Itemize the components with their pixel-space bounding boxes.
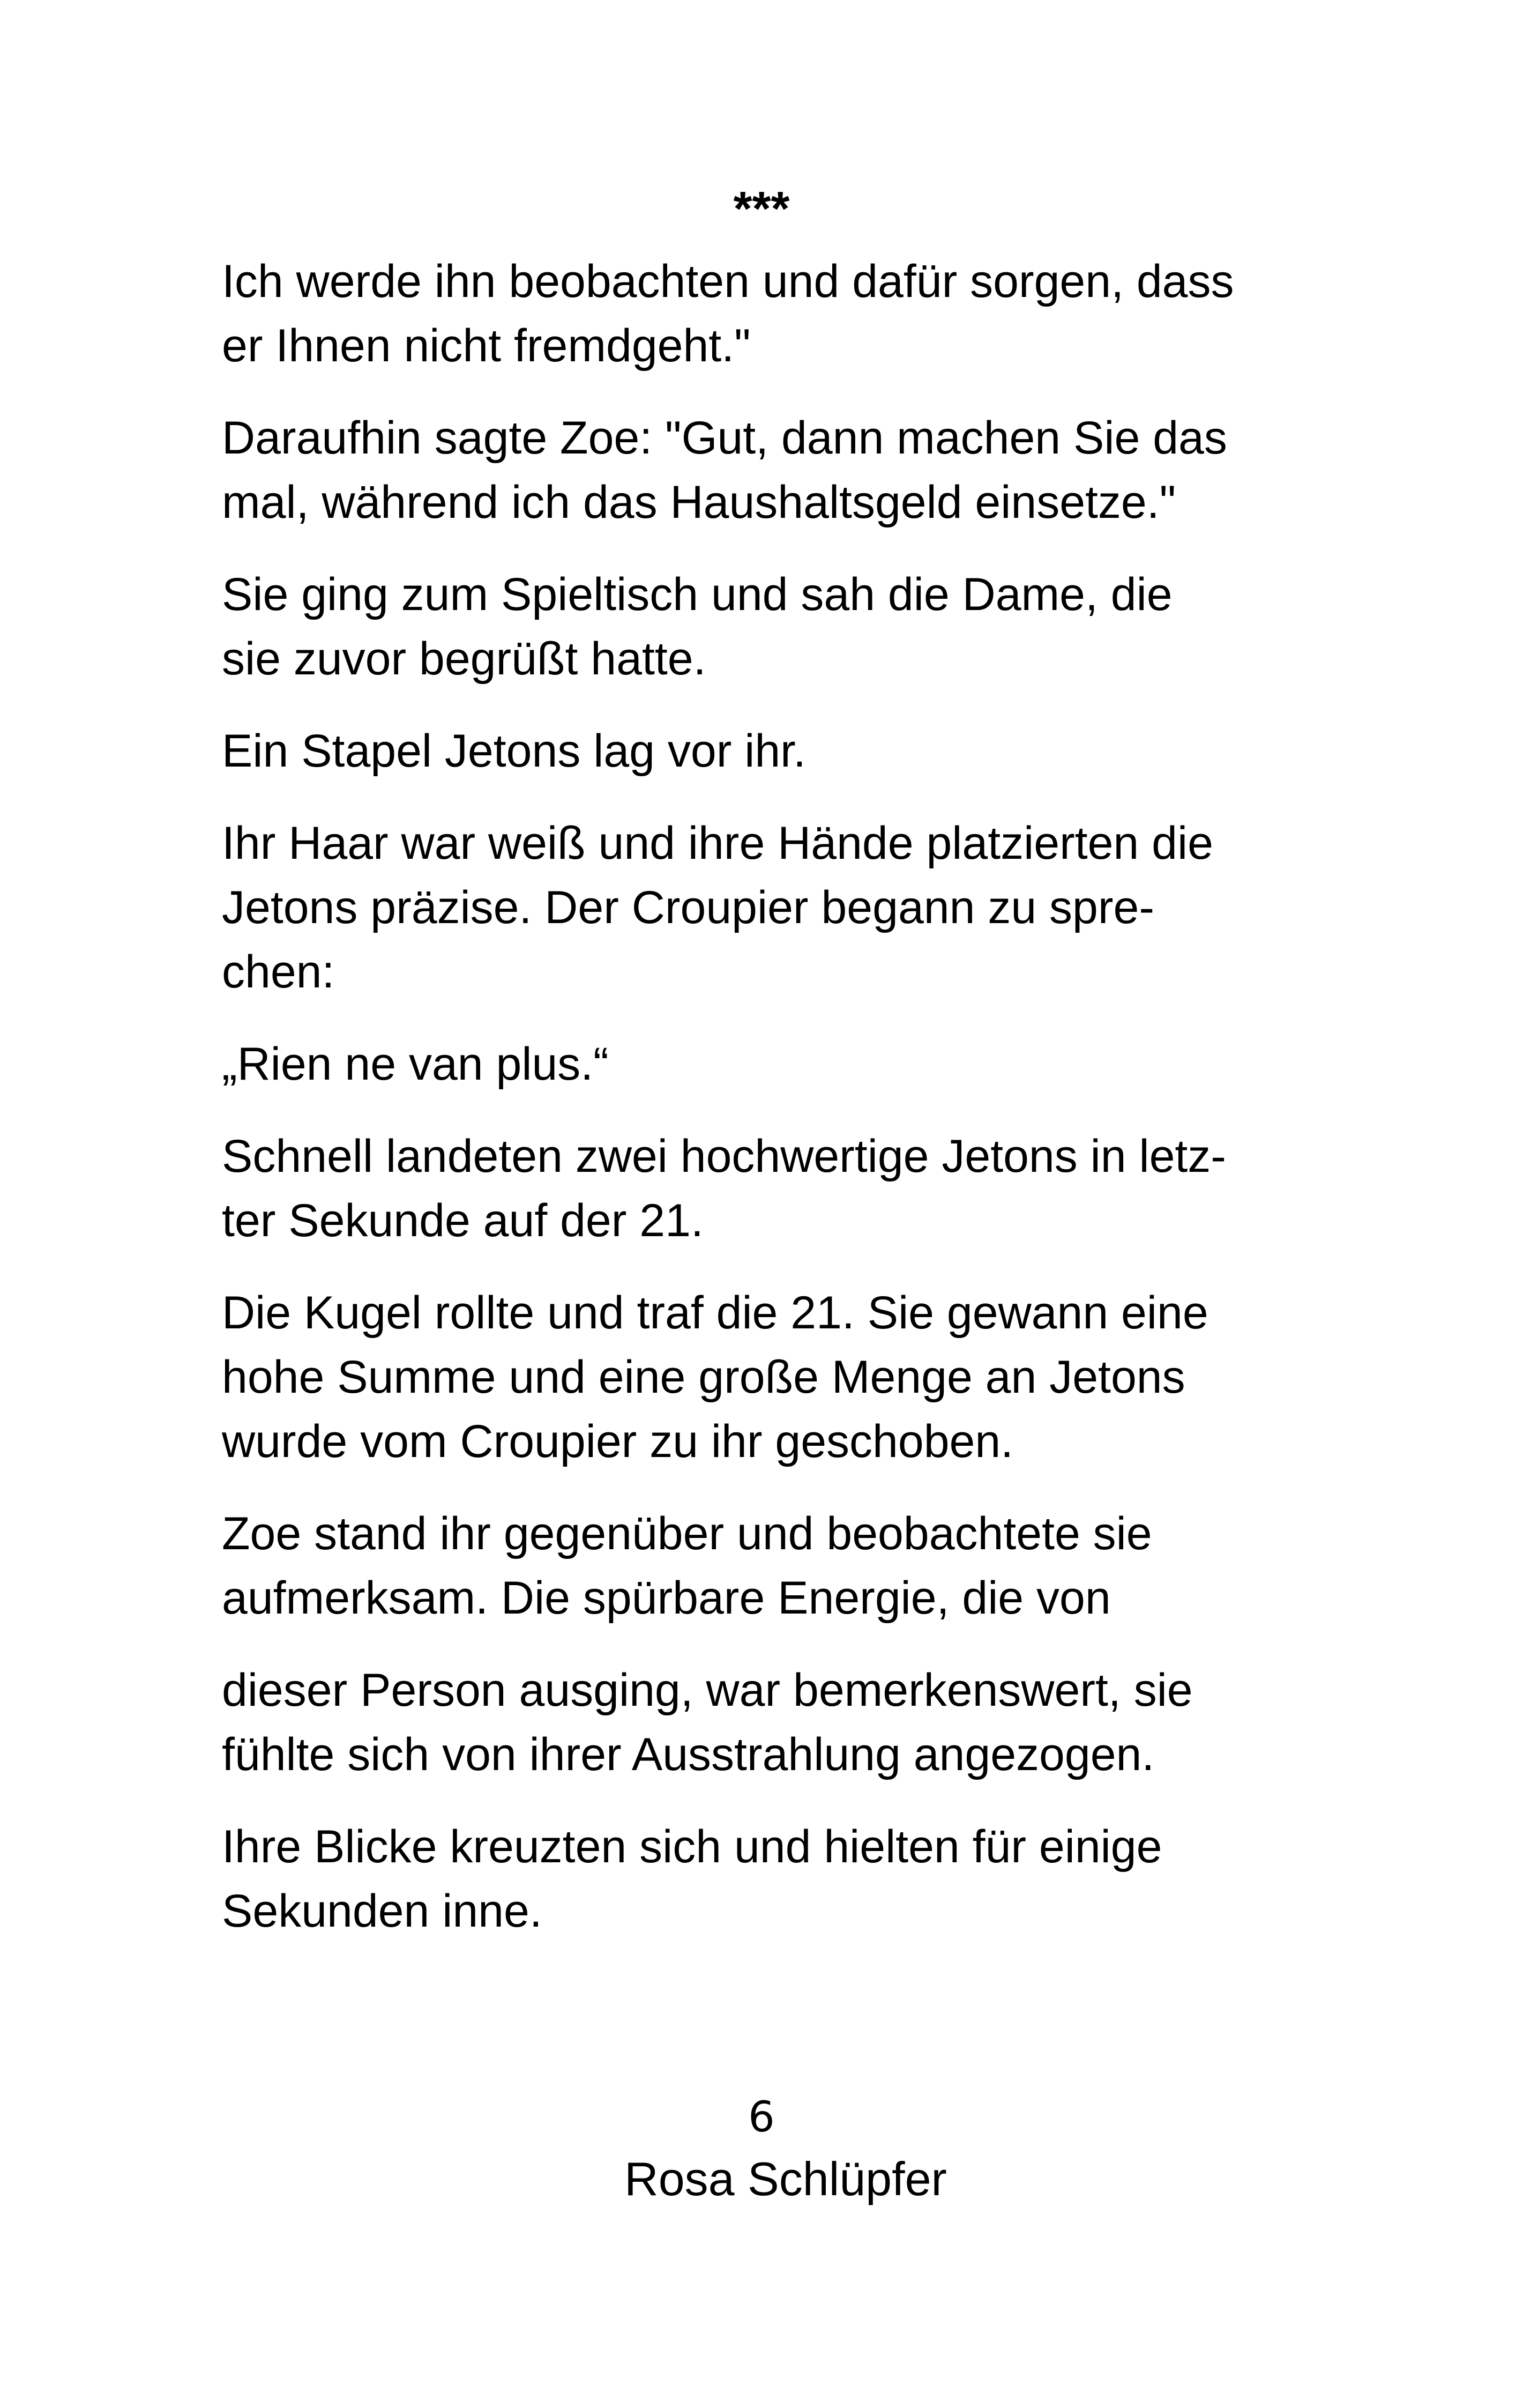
paragraph: Zoe stand ihr gegenüber und beobachtete sie aufmerksam. Die spürbare Energie, die von: [222, 1508, 1152, 1624]
paragraph: dieser Person ausging, war bemerkenswert, sie fühlte sich von ihrer Ausstrahlung angezogen.: [222, 1664, 1193, 1780]
section-separator: ***: [733, 182, 790, 236]
page-number: 6: [748, 2093, 775, 2142]
paragraph: Ich werde ihn beobachten und dafür sorgen, dass er Ihnen nicht fremdgeht.": [222, 256, 1234, 371]
paragraph: Ihre Blicke kreuzten sich und hielten für einige Sekunden inne.: [222, 1821, 1162, 1937]
paragraph: Die Kugel rollte und traf die 21. Sie gewann eine hohe Summe und eine große Menge an Jetons wurde vom Croupier zu ihr geschoben.: [222, 1287, 1208, 1467]
paragraph: Ihr Haar war weiß und ihre Hände platzierten die Jetons präzise. Der Croupier begann zu spre- chen:: [222, 817, 1213, 998]
paragraph: Sie ging zum Spieltisch und sah die Dame, die sie zuvor begrüßt hatte.: [222, 569, 1173, 685]
body-text: [222, 249, 1337, 1971]
paragraph: Ein Stapel Jetons lag vor ihr.: [222, 725, 806, 777]
paragraph: Daraufhin sagte Zoe: "Gut, dann machen Sie das mal, während ich das Haushaltsgeld einsetze.": [222, 412, 1227, 528]
author-name: Rosa Schlüpfer: [624, 2152, 947, 2205]
paragraph: Schnell landeten zwei hochwertige Jetons in letz- ter Sekunde auf der 21.: [222, 1131, 1226, 1246]
paragraph: „Rien ne van plus.“: [222, 1038, 609, 1090]
